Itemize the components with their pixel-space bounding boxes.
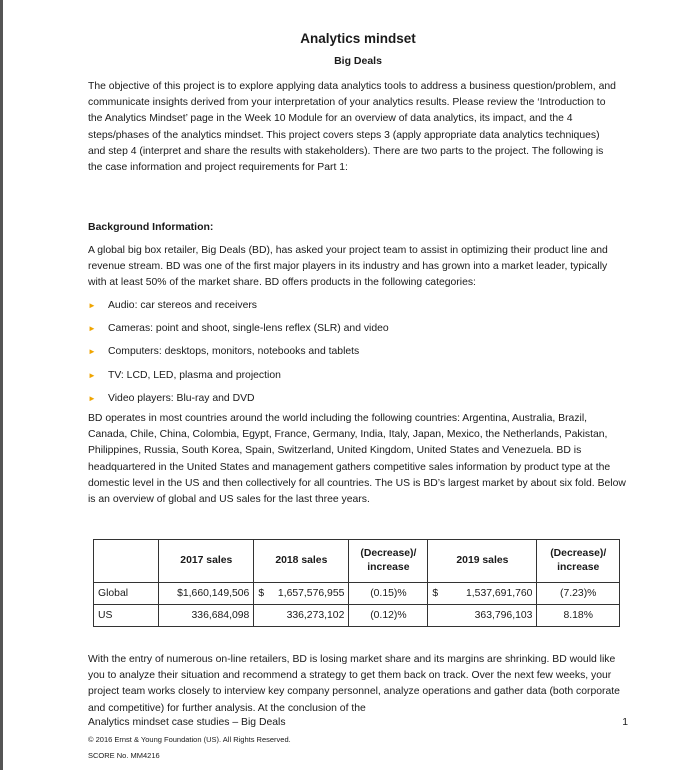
cell-value: 363,796,103 [474,610,533,621]
row-label: US [94,605,159,627]
list-item-text: TV: LCD, LED, plasma and projection [108,369,281,381]
header-text: increase [367,562,410,573]
list-item [88,368,628,391]
cell-2019-sales [428,605,537,627]
currency-symbol: $ [258,588,265,599]
bullet-arrow-icon: ► [88,347,96,357]
list-item-text: Computers: desktops, monitors, notebooks and tablets [108,346,360,358]
document-subtitle: Big Deals [334,55,382,67]
page-edge-rule [0,0,3,770]
cell-value: 1,657,576,955 [277,588,345,599]
intro-paragraph: The objective of this project is to explore applying data analytics tools to address a business question/problem, and communicate insights derived from your interpretation of your analytics results. Please review the ‘Introduction to the Analytics Mindset’ page in the Week 10 Module for an overview of data analytics, its impact, and the 4 steps/phases of the analytics mindset. This project covers steps 3 (apply appropriate data analytics techniques) and step 4 (interpret and share the results with stakeholders). There are two parts to the project. The following is the case information and project requirements for Part 1: [88,81,616,174]
cell-2018-sales [254,583,349,605]
header-change-2019 [537,540,620,583]
bullet-arrow-icon: ► [88,301,96,310]
header-2019-sales: 2019 sales [428,540,537,583]
page-number: 1 [622,717,628,728]
copyright-notice: © 2016 Ernst & Young Foundation (US). All Rights Reserved. [88,735,291,744]
header-change-2018 [349,540,428,583]
header-text: (Decrease)/ [550,548,607,559]
list-item [88,344,628,367]
table-header-row [94,540,620,583]
list-item-text: Cameras: point and shoot, single-lens reflex (SLR) and video [108,323,389,335]
cell-change-2019: (7.23)% [537,583,620,605]
list-item-text: Video players: Blu-ray and DVD [108,392,255,404]
header-2017-sales: 2017 sales [159,540,254,583]
table-row [94,583,620,605]
cell-change-2019: 8.18% [537,605,620,627]
list-item-text: Audio: car stereos and receivers [108,300,258,311]
row-label: Global [94,583,159,605]
background-paragraph: A global big box retailer, Big Deals (BD), has asked your project team to assist in optimizing their product line and revenue stream. BD was one of the first major players in its industry and has grown into a market leader, typically with at least 50% of the market share. BD offers products in the following categories: [88,245,608,289]
operations-paragraph: BD operates in most countries around the world including the following countries: Argentina, Australia, Brazil, Canada, Chile, China, Colombia, Egypt, France, Germany, India, Italy, Japan, Mexico, the Netherlands, Pakistan, Philippines, Russia, South Korea, Spain, Switzerland, United Kingdom, United States and Venezuela. BD is headquartered in the United States and management gathers competitive sales information by product type at the domestic level in the US and then collectively for all countries. The US is BD’s largest market by about six fold. Below is an overview of global and US sales for the last three years. [88,413,626,506]
cell-change-2018: (0.15)% [349,583,428,605]
bullet-arrow-icon: ► [88,393,96,403]
bullet-arrow-icon: ► [88,324,96,334]
footer [88,715,628,731]
cell-2018-sales [254,605,349,627]
list-item [88,298,628,321]
background-heading: Background Information: [88,221,214,233]
score-number: SCORE No. MM4216 [88,751,160,760]
currency-symbol: $ [432,588,439,599]
closing-paragraph: With the entry of numerous on-line retailers, BD is losing market share and its margins are shrinking. BD would like you to analyze their situation and recommend a strategy to get them back on track. Over the next few weeks, your project team works closely to interview key company personnel, analyze operations and gather data (both corporate and competitive) for further analysis. At the conclusion of the [88,654,620,714]
cell-value: 336,273,102 [286,610,345,621]
document-title: Analytics mindset [300,31,416,46]
header-text: (Decrease)/ [360,548,417,559]
sales-table [93,539,620,627]
cell-2017-sales: 336,684,098 [159,605,254,627]
footer-case-label: Analytics mindset case studies – Big Deals [88,717,286,728]
header-blank [94,540,159,583]
header-text: increase [557,562,600,573]
header-2018-sales: 2018 sales [254,540,349,583]
cell-change-2018: (0.12)% [349,605,428,627]
product-category-list [88,298,628,414]
cell-2017-sales: $1,660,149,506 [159,583,254,605]
table-row [94,605,620,627]
list-item [88,321,628,344]
cell-value: 1,537,691,760 [466,588,533,599]
bullet-arrow-icon: ► [88,370,96,380]
cell-2019-sales [428,583,537,605]
